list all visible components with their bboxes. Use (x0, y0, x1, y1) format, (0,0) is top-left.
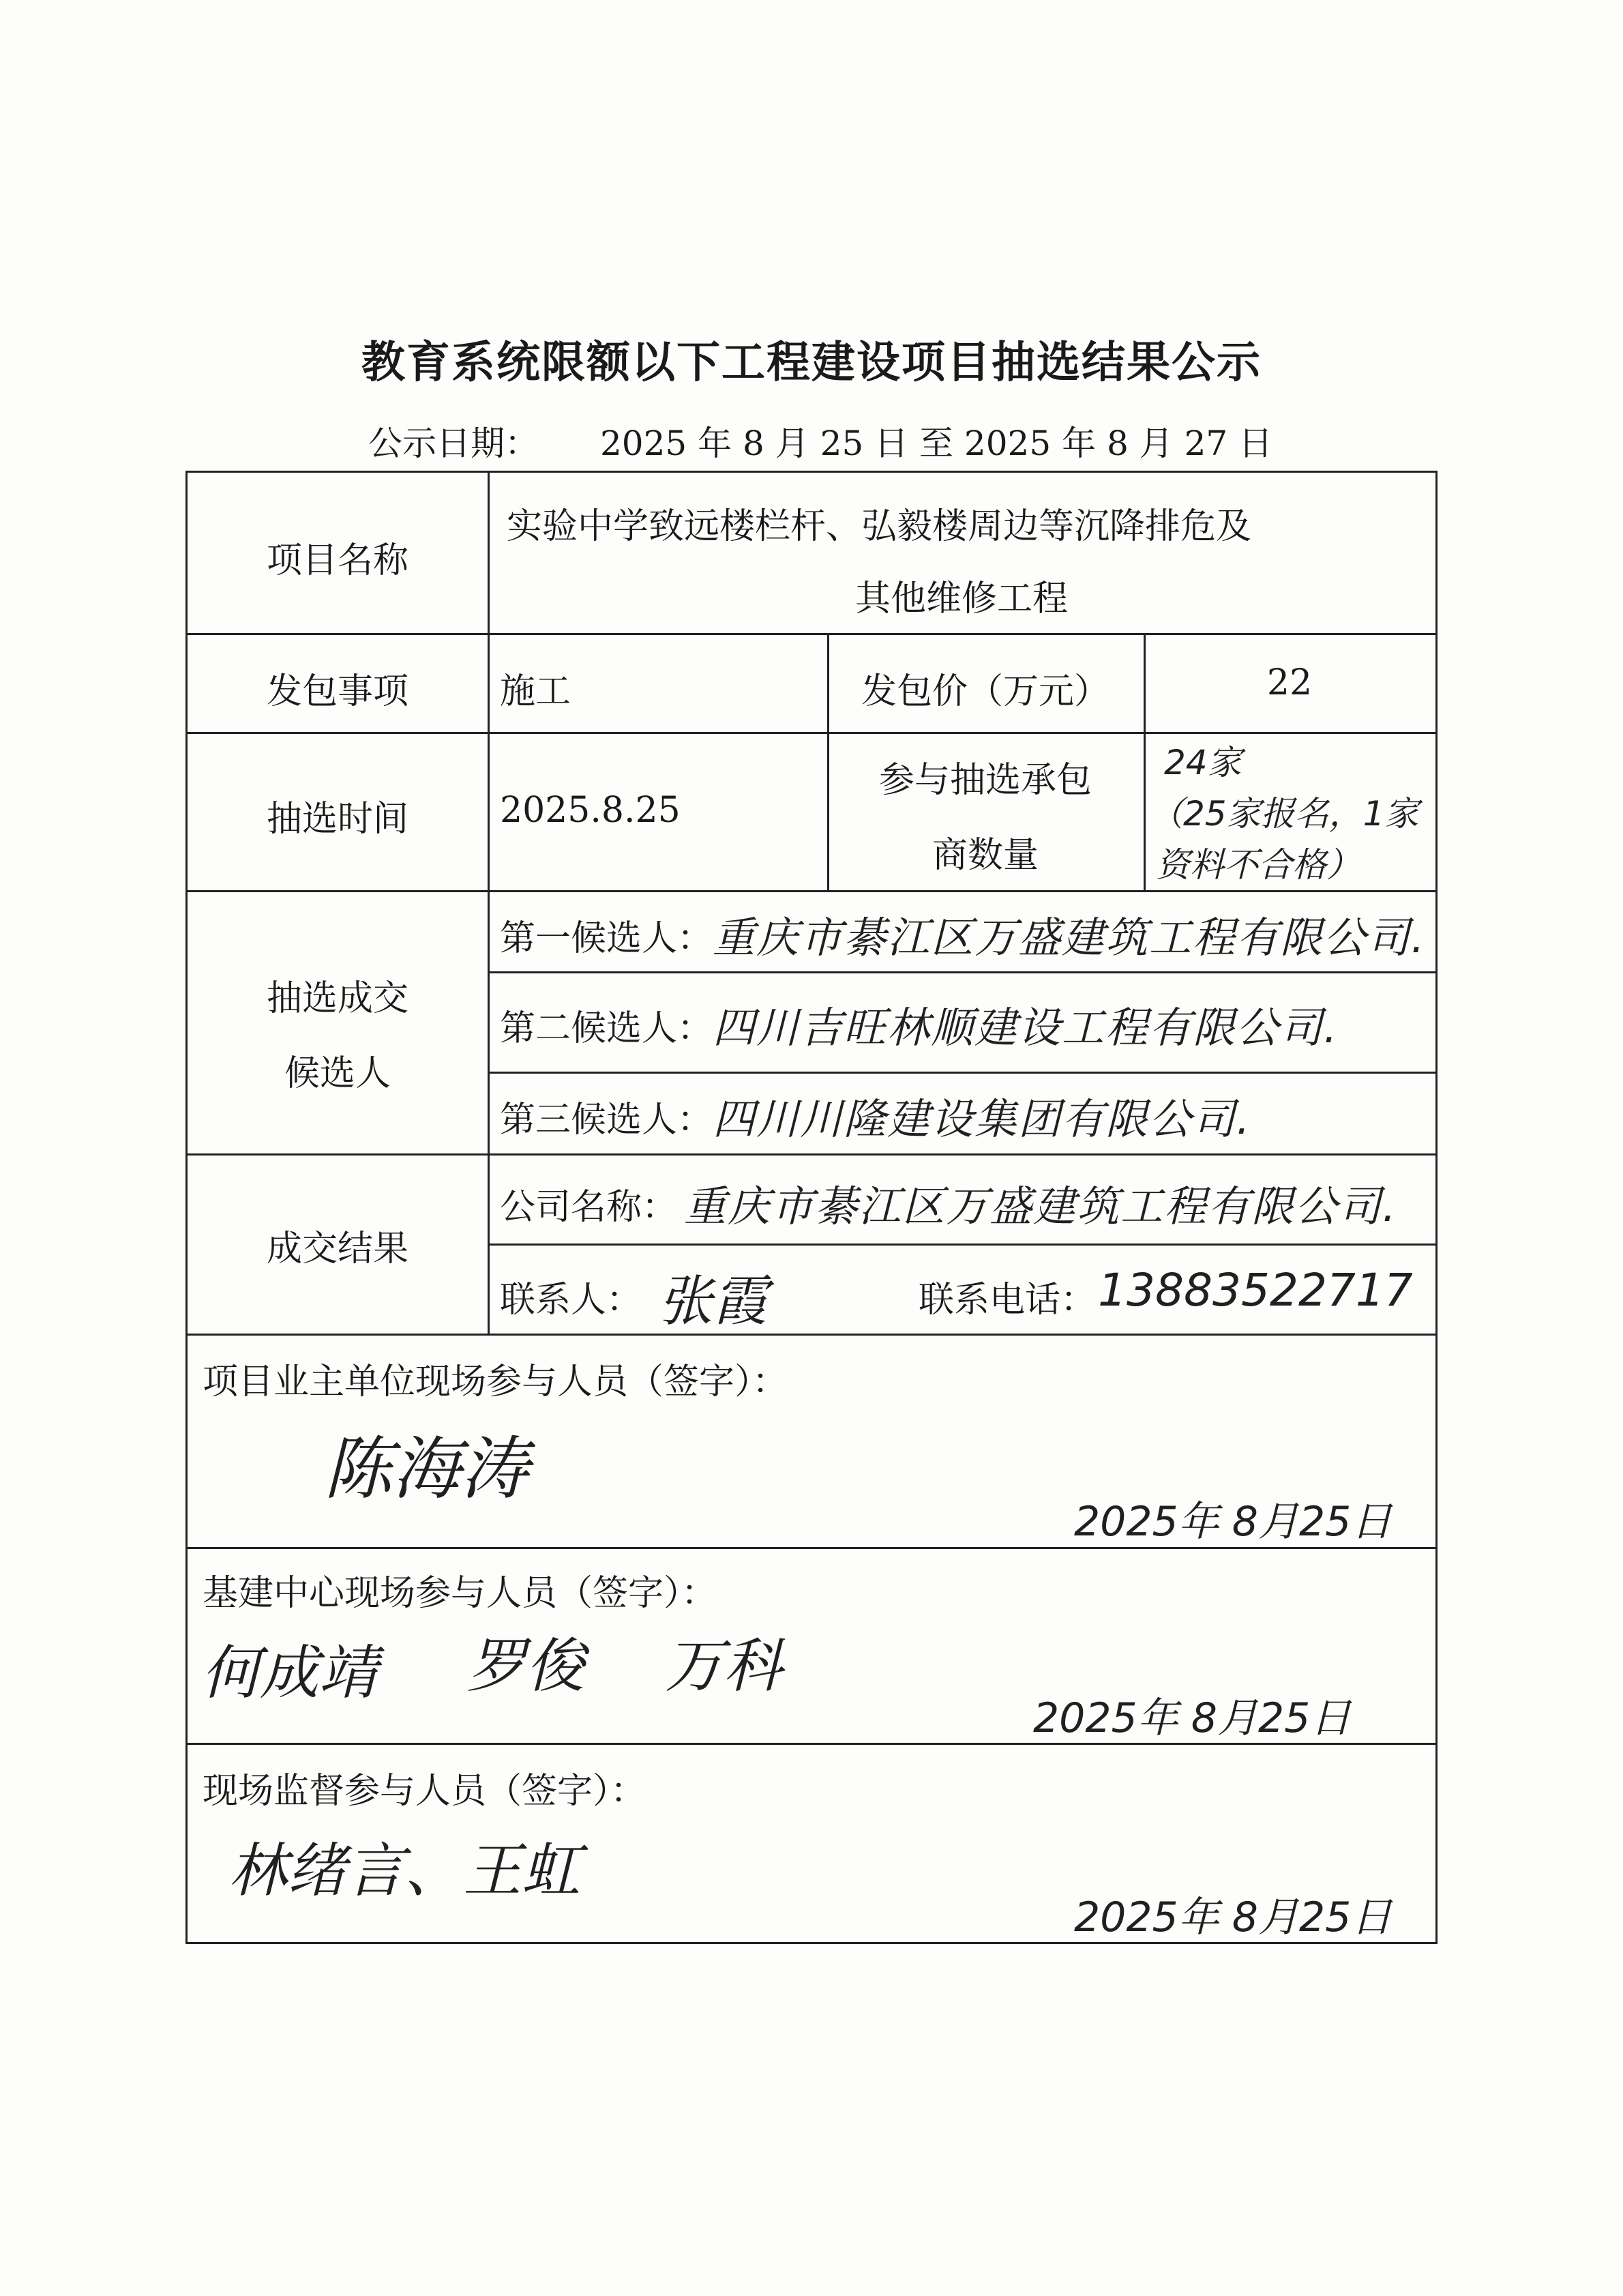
candidate-first-label: 第一候选人： (500, 918, 713, 959)
supervision-staff-label: 现场监督参与人员（签字）： (203, 1771, 646, 1812)
publicity-date (368, 416, 1272, 465)
project-label: 项目名称 (266, 540, 408, 581)
candidate-second-value: 四川吉旺林顺建设工程有限公司. (713, 1003, 1339, 1053)
selection-count-line1: 24家 (1164, 743, 1242, 782)
candidates-label-line2: 候选人 (284, 1053, 391, 1094)
result-contact-label: 联系人： (500, 1280, 642, 1321)
candidate-second-label: 第二候选人： (500, 1008, 713, 1049)
row-divider (188, 633, 1435, 635)
candidate-first-value: 重庆市綦江区万盛建筑工程有限公司. (713, 913, 1426, 962)
center-staff-signature-3: 万科 (665, 1632, 782, 1701)
project-name-line2: 其他维修工程 (854, 578, 1068, 619)
result-phone-value: 13883522717 (1098, 1264, 1413, 1316)
center-staff-signature-1: 何成靖 (201, 1639, 377, 1707)
contract-item-label: 发包事项 (266, 671, 408, 712)
selection-count-label-line1: 参与抽选承包 (878, 760, 1092, 801)
result-phone-label: 联系电话： (919, 1280, 1097, 1321)
result-contact-value: 张霞 (658, 1269, 767, 1333)
row-divider (188, 1334, 1435, 1336)
result-company-label: 公司名称： (500, 1187, 678, 1228)
contract-price-label: 发包价（万元） (861, 671, 1110, 712)
result-label: 成交结果 (266, 1228, 408, 1269)
center-staff-signature-2: 罗俊 (467, 1632, 584, 1701)
candidates-label-line1: 抽选成交 (266, 978, 408, 1019)
publicity-date-label: 公示日期： (368, 424, 539, 463)
row-divider (488, 1243, 1435, 1246)
contract-price-value: 22 (1266, 662, 1313, 703)
owner-staff-date: 2025年 8月25日 (1074, 1498, 1393, 1546)
project-name-line1: 实验中学致远楼栏杆、弘毅楼周边等沉降排危及 (507, 506, 1252, 547)
selection-count-label-line2: 商数量 (932, 835, 1039, 876)
row-divider (188, 1153, 1435, 1156)
row-divider (188, 890, 1435, 892)
owner-staff-signature: 陈海涛 (324, 1429, 528, 1509)
page-title: 教育系统限额以下工程建设项目抽选结果公示 (361, 338, 1262, 388)
row-divider (488, 1072, 1435, 1074)
candidate-third-label: 第三候选人： (500, 1100, 713, 1140)
result-table (185, 471, 1438, 1944)
publicity-date-range: 2025 年 8 月 25 日 至 2025 年 8 月 27 日 (600, 424, 1273, 463)
contract-item-value: 施工 (500, 671, 571, 712)
result-company-value: 重庆市綦江区万盛建筑工程有限公司. (684, 1181, 1397, 1231)
row-divider (488, 971, 1435, 973)
candidate-third-value: 四川川隆建设集团有限公司. (713, 1094, 1251, 1144)
center-staff-date: 2025年 8月25日 (1033, 1694, 1352, 1742)
row-divider (188, 732, 1435, 734)
selection-time-label: 抽选时间 (266, 799, 408, 840)
owner-staff-label: 项目业主单位现场参与人员（签字）： (203, 1362, 788, 1402)
supervision-staff-signature: 林绪言、王虹 (228, 1837, 580, 1905)
selection-count-line2: （25家报名，1家 (1149, 794, 1419, 834)
center-staff-label: 基建中心现场参与人员（签字）： (203, 1573, 717, 1614)
selection-count-line3: 资料不合格） (1156, 845, 1360, 885)
selection-time-value: 2025.8.25 (500, 790, 681, 831)
supervision-staff-date: 2025年 8月25日 (1074, 1894, 1393, 1941)
